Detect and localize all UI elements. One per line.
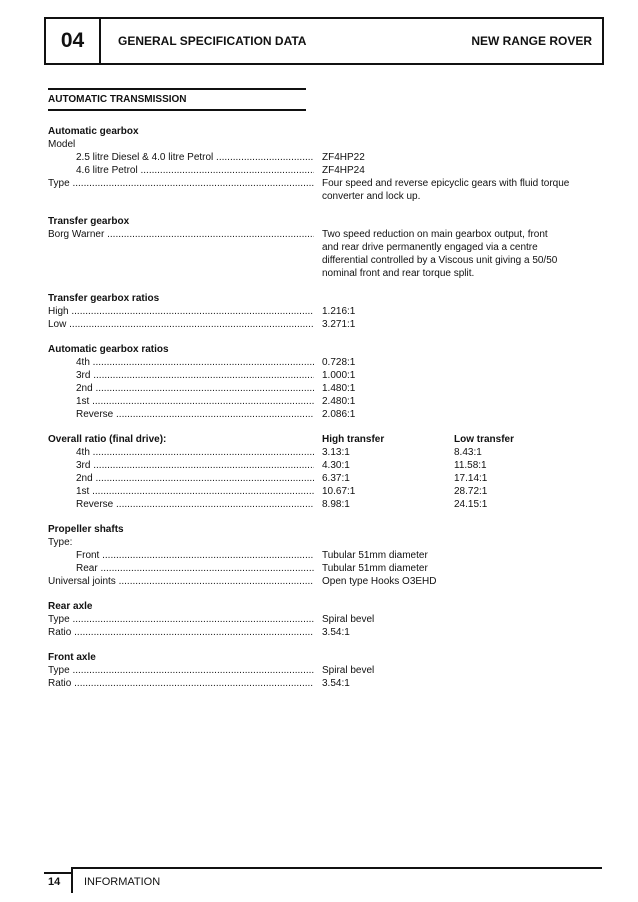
- spec-value: Two speed reduction on main gearbox output, front and rear drive permanently engaged via a centre differential controlled by a Viscous unit giving a 50/50 nominal front and rear torque split.: [322, 229, 558, 279]
- spec-row: [48, 549, 608, 562]
- spec-label: Low .....: [48, 318, 314, 331]
- propeller-shafts-heading: Propeller shafts: [48, 524, 124, 535]
- spec-row: [48, 369, 608, 382]
- high-value: 10.67:1: [322, 486, 356, 497]
- spec-label: Universal joints .....: [48, 575, 314, 588]
- spec-label: Type .....: [48, 664, 314, 677]
- front-axle-heading: Front axle: [48, 652, 96, 663]
- spec-row: [48, 305, 608, 318]
- low-value: 8.43:1: [454, 447, 482, 458]
- spec-value: 2.480:1: [322, 396, 356, 407]
- overall-ratio-block: [48, 433, 608, 511]
- spec-row: [48, 228, 608, 280]
- spec-value: Spiral bevel: [322, 665, 375, 676]
- spec-label: Front .....: [48, 549, 314, 562]
- spec-label: 3rd .....: [48, 459, 314, 472]
- spec-label: 4th .....: [48, 446, 314, 459]
- spec-row: [48, 498, 608, 511]
- spec-label: Ratio .....: [48, 677, 314, 690]
- header-title: GENERAL SPECIFICATION DATA: [118, 34, 307, 48]
- spec-label: 2nd .....: [48, 382, 314, 395]
- spec-row: [48, 164, 608, 177]
- spec-content: [48, 125, 608, 702]
- section-rule-bottom: [48, 109, 306, 111]
- footer-rule: [44, 872, 71, 874]
- gearbox-ratios-heading: Automatic gearbox ratios: [48, 344, 169, 355]
- header-vehicle: NEW RANGE ROVER: [471, 34, 592, 48]
- front-axle-block: [48, 651, 608, 690]
- page-header: [44, 17, 604, 65]
- spec-value: Tubular 51mm diameter: [322, 550, 428, 561]
- spec-label: Type .....: [48, 177, 314, 190]
- spec-row: [48, 626, 608, 639]
- spec-value: Tubular 51mm diameter: [322, 563, 428, 574]
- propeller-shafts-block: [48, 523, 608, 588]
- low-value: 24.15:1: [454, 499, 488, 510]
- section-heading: AUTOMATIC TRANSMISSION: [48, 94, 187, 105]
- transfer-ratios-block: [48, 292, 608, 331]
- low-transfer-column-header: Low transfer: [454, 434, 515, 445]
- spec-label: Ratio .....: [48, 626, 314, 639]
- spec-value: 1.000:1: [322, 370, 356, 381]
- spec-label: 4th .....: [48, 356, 314, 369]
- spec-value: 3.54:1: [322, 678, 350, 689]
- spec-label: Type .....: [48, 613, 314, 626]
- transfer-gearbox-block: [48, 215, 608, 280]
- spec-row: [48, 459, 608, 472]
- model-label: Model: [48, 139, 76, 150]
- low-value: 17.14:1: [454, 473, 488, 484]
- spec-row: [48, 562, 608, 575]
- spec-label: 1st .....: [48, 485, 314, 498]
- spec-row: [48, 177, 608, 203]
- spec-row: [48, 485, 608, 498]
- automatic-gearbox-block: [48, 125, 608, 203]
- spec-value: ZF4HP24: [322, 165, 365, 176]
- overall-ratio-header-row: [48, 433, 608, 446]
- spec-value: Spiral bevel: [322, 614, 375, 625]
- transfer-ratios-heading: Transfer gearbox ratios: [48, 293, 160, 304]
- rear-axle-block: [48, 600, 608, 639]
- high-value: 4.30:1: [322, 460, 350, 471]
- spec-row: [48, 613, 608, 626]
- high-value: 3.13:1: [322, 447, 350, 458]
- spec-row: [48, 382, 608, 395]
- spec-label: 4.6 litre Petrol .....: [48, 164, 314, 177]
- spec-row: [48, 318, 608, 331]
- spec-label: 2nd .....: [48, 472, 314, 485]
- spec-row: [48, 472, 608, 485]
- spec-label: 3rd .....: [48, 369, 314, 382]
- spec-value: Four speed and reverse epicyclic gears with fluid torque converter and lock up.: [322, 178, 570, 202]
- high-transfer-column-header: High transfer: [322, 434, 385, 445]
- low-value: 11.58:1: [454, 460, 487, 471]
- spec-value: 3.54:1: [322, 627, 350, 638]
- footer-label: INFORMATION: [84, 876, 161, 888]
- spec-value: 3.271:1: [322, 319, 356, 330]
- type-label: Type:: [48, 537, 73, 548]
- spec-label: 2.5 litre Diesel & 4.0 litre Petrol .....: [48, 151, 314, 164]
- low-value: 28.72:1: [454, 486, 488, 497]
- spec-row: [48, 446, 608, 459]
- rear-axle-heading: Rear axle: [48, 601, 93, 612]
- page-number: 14: [48, 876, 61, 888]
- spec-label: High .....: [48, 305, 314, 318]
- spec-value: 2.086:1: [322, 409, 356, 420]
- spec-value: 0.728:1: [322, 357, 356, 368]
- gearbox-ratios-block: [48, 343, 608, 421]
- spec-value: 1.216:1: [322, 306, 356, 317]
- chapter-number: 04: [46, 19, 101, 63]
- spec-value: Open type Hooks O3EHD: [322, 576, 437, 587]
- spec-label: Borg Warner .....: [48, 228, 314, 241]
- spec-row: [48, 356, 608, 369]
- automatic-gearbox-heading: Automatic gearbox: [48, 126, 139, 137]
- spec-row: [48, 395, 608, 408]
- spec-label: Reverse .....: [48, 498, 314, 511]
- spec-row: [48, 151, 608, 164]
- high-value: 6.37:1: [322, 473, 350, 484]
- spec-label: Reverse .....: [48, 408, 314, 421]
- transfer-gearbox-heading: Transfer gearbox: [48, 216, 130, 227]
- spec-value: ZF4HP22: [322, 152, 365, 163]
- spec-row: [48, 664, 608, 677]
- spec-row: [48, 575, 608, 588]
- spec-row: [48, 408, 608, 421]
- spec-label: Rear .....: [48, 562, 314, 575]
- overall-ratio-heading: Overall ratio (final drive):: [48, 434, 167, 445]
- spec-label: 1st .....: [48, 395, 314, 408]
- spec-row: [48, 677, 608, 690]
- spec-value: 1.480:1: [322, 383, 356, 394]
- section-rule-top: [48, 88, 306, 90]
- high-value: 8.98:1: [322, 499, 350, 510]
